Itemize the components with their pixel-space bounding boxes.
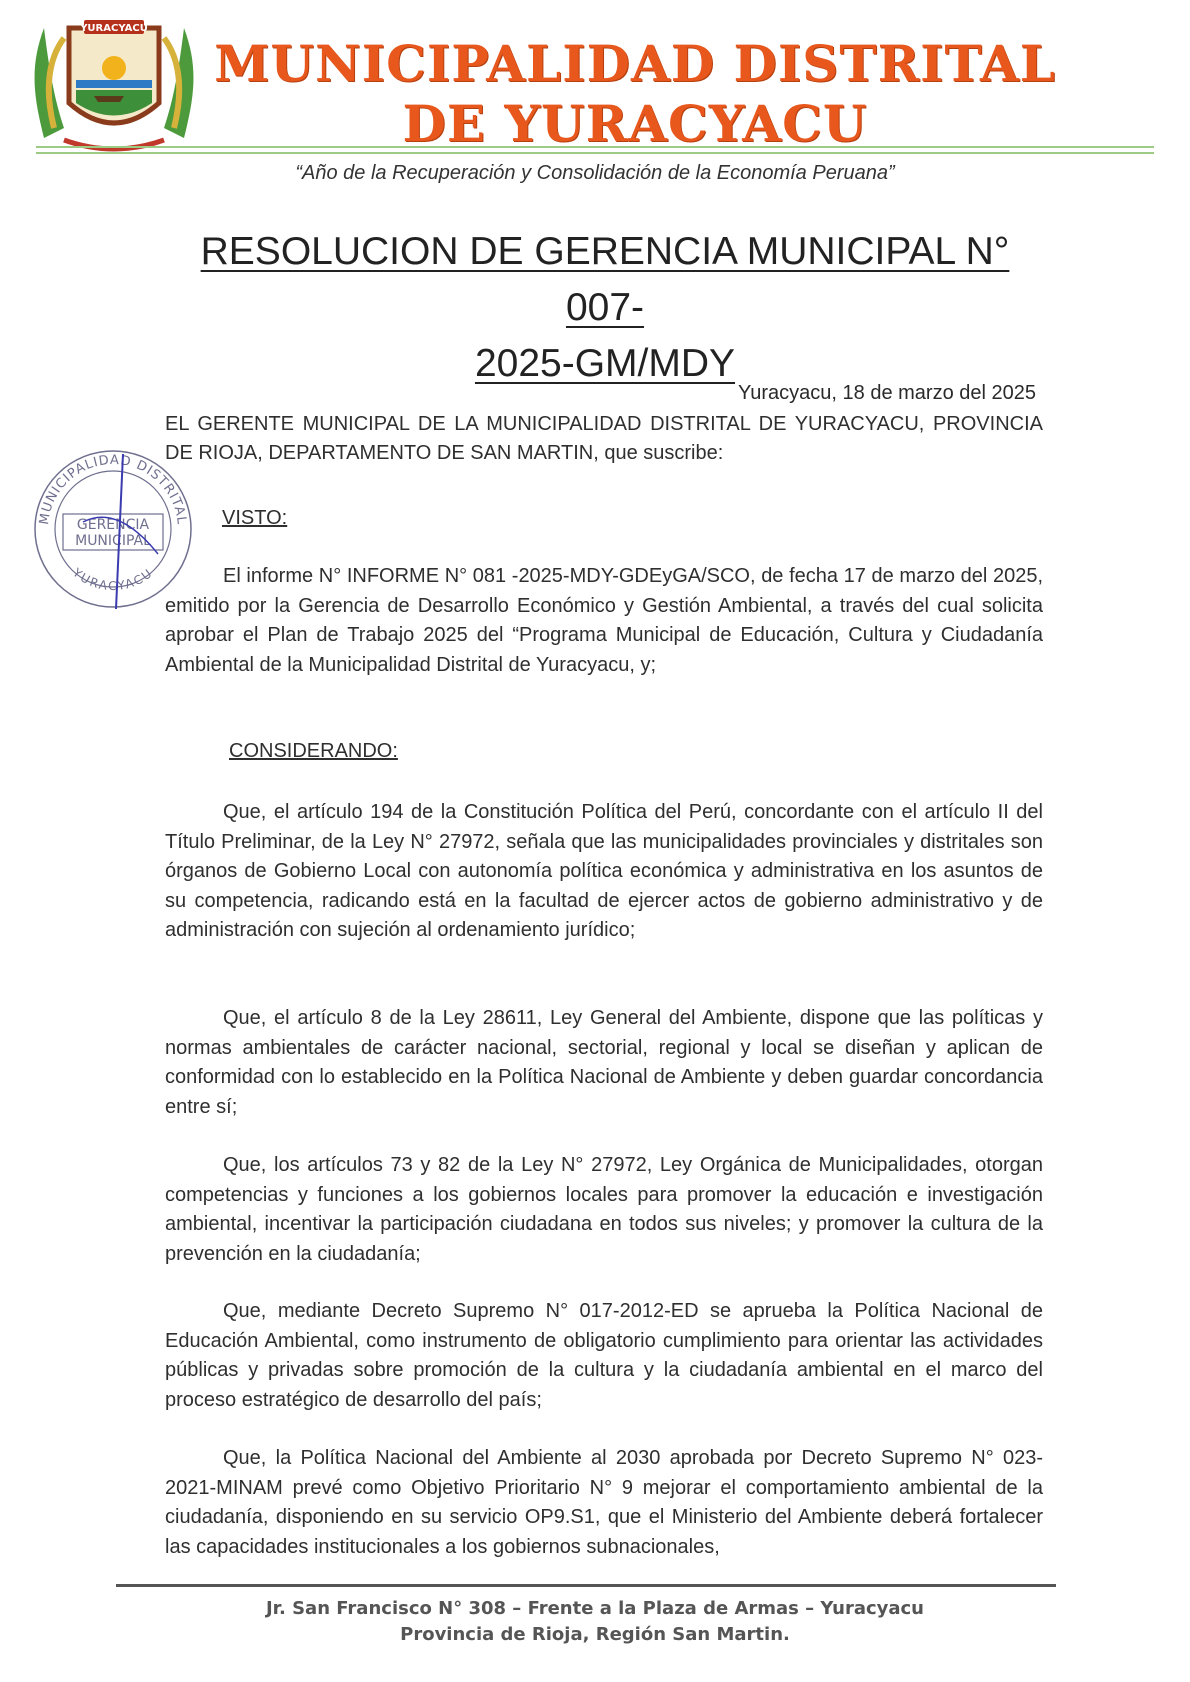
considerando-paragraph-1: Que, el artículo 194 de la Constitución Política del Perú, concordante con el artículo II del Título Preliminar, de la Ley N° 27972, señala que las municipalidades provinciales y distritales son órganos de Gobierno Local con autonomía política económica y administrativa en los asuntos de su competencia, radicando está en la facultad de ejercer actos de gobierno administrativo y de administración con sujeción al ordenamiento jurídico; [165, 801, 1043, 941]
resolution-date: Yuracyacu, 18 de marzo del 2025 [738, 382, 1036, 404]
stamp-center-line1: GERENCIA [76, 517, 150, 533]
year-slogan: “Año de la Recuperación y Consolidación de la Economía Peruana” [295, 162, 895, 184]
svg-text:MUNICIPALIDAD DISTRITAL [37, 453, 189, 526]
crest-text: YURACYACU [80, 23, 148, 34]
considerando-paragraph-2: Que, el artículo 8 de la Ley 28611, Ley General del Ambiente, dispone que las políticas y normas ambientales de carácter nacional, sectorial, regional y local se diseñan y aplican de conformidad con lo establecido en la Política Nacional de Ambiente y deben guardar concordancia entre sí; [165, 1007, 1043, 1118]
resolution-title-line1: RESOLUCION DE GERENCIA MUNICIPAL N° 007- [200, 230, 1010, 329]
stamp-ring-top: MUNICIPALIDAD DISTRITAL [36, 452, 189, 526]
municipality-title [200, 34, 1070, 154]
visto-paragraph: El informe N° INFORME N° 081 -2025-MDY-GDEyGA/SCO, de fecha 17 de marzo del 2025, emitido por la Gerencia de Desarrollo Económico y Gestión Ambiental, a través del cual solicita aprobar el Plan de Trabajo 2025 del “Programa Municipal de Educación, Cultura y Ciudadanía Ambiental de la Municipalidad Distrital de Yuracyacu, y; [165, 565, 1043, 676]
header-divider-top [36, 146, 1154, 148]
considerando-paragraph-3: Que, los artículos 73 y 82 de la Ley N° 27972, Ley Orgánica de Municipalidades, otorgan competencias y funciones a los gobiernos locales para promover la educación e investigación ambiental, incentivar la participación ciudadana en todos sus niveles; y promover la cultura de la prevención en la ciudadanía; [165, 1154, 1043, 1265]
footer-address-line1: Jr. San Francisco N° 308 – Frente a la Plaza de Armas – Yuracyacu [265, 1598, 924, 1619]
header-divider-bottom [36, 152, 1154, 154]
stamp-ring-bottom: YURACYACU [70, 565, 156, 594]
resolution-title [180, 224, 1030, 392]
svg-text:YURACYACU [69, 565, 156, 593]
issuer-bold: EL GERENTE MUNICIPAL DE LA MUNICIPALIDAD DISTRITAL DE YURACYACU, PROVINCIA DE RIOJA, DEPARTAMENTO DE SAN MARTIN, [165, 413, 1043, 464]
issuer-rest: que suscribe: [598, 442, 724, 464]
footer-address-line2: Provincia de Rioja, Región San Martin. [400, 1624, 790, 1645]
stamp-center-line2: MUNICIPAL [75, 533, 151, 549]
municipality-title-line2: DE YURACYACU [402, 94, 868, 153]
considerando-paragraph-5: Que, la Política Nacional del Ambiente al 2030 aprobada por Decreto Supremo N° 023-2021-MINAM prevé como Objetivo Prioritario N° 9 mejorar el comportamiento ambiental de la ciudadanía, disponiendo en su servicio OP9.S1, que el Ministerio del Ambiente deberá fortalecer las capacidades institucionales a los gobiernos subnacionales, [165, 1447, 1043, 1558]
resolution-title-line2: 2025-GM/MDY [474, 342, 736, 385]
municipality-title-line1: MUNICIPALIDAD DISTRITAL [214, 34, 1056, 93]
footer-divider [116, 1584, 1056, 1587]
considerando-paragraph-4: Que, mediante Decreto Supremo N° 017-2012-ED se aprueba la Política Nacional de Educación Ambiental, como instrumento de obligatorio cumplimiento para orientar las actividades públicas y privadas sobre promoción de la cultura y la ciudadanía ambiental en el marco del proceso estratégico de desarrollo del país; [165, 1300, 1043, 1411]
considerando-heading: CONSIDERANDO: [229, 740, 398, 762]
issuer-statement [165, 410, 1043, 468]
visto-heading: VISTO: [222, 507, 288, 529]
municipal-crest-logo [24, 8, 204, 158]
